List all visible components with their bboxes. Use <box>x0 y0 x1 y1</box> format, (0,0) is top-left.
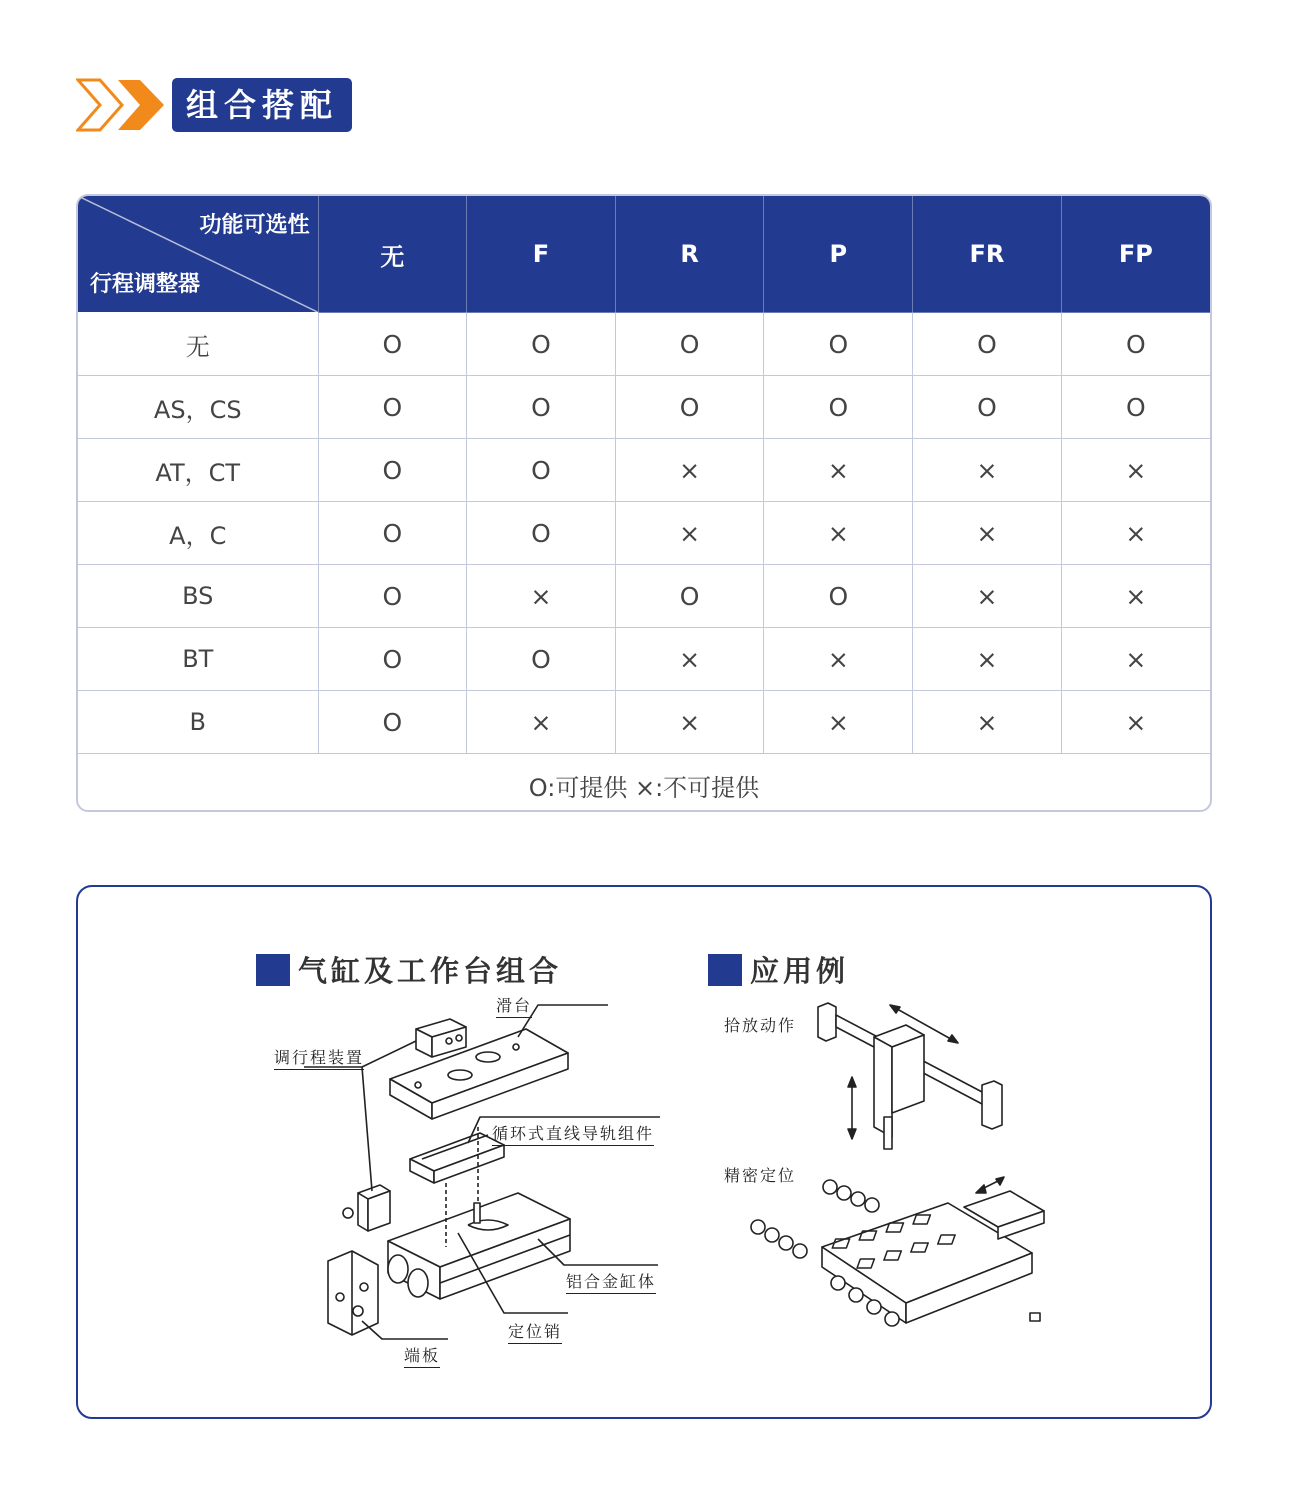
label-guide-rail: 循环式直线导轨组件 <box>492 1121 654 1146</box>
availability-cell: × <box>764 691 913 754</box>
availability-cell: O <box>467 439 616 502</box>
row-header: B <box>78 691 318 754</box>
row-header: BS <box>78 565 318 628</box>
availability-cell: O <box>1061 313 1210 376</box>
availability-cell: O <box>318 565 467 628</box>
row-header: AS，CS <box>78 376 318 439</box>
square-bullet-icon <box>708 954 742 986</box>
table-row <box>78 691 1210 754</box>
availability-cell: × <box>1061 565 1210 628</box>
availability-cell: × <box>913 691 1062 754</box>
availability-cell: × <box>1061 691 1210 754</box>
availability-cell: × <box>764 628 913 691</box>
right-panel-title: 应用例 <box>750 954 850 988</box>
column-header: R <box>615 196 764 313</box>
right-panel-heading <box>708 949 849 990</box>
corner-bottom-label: 行程调整器 <box>90 272 201 297</box>
label-pick-place: 拾放动作 <box>724 1016 797 1035</box>
availability-cell: O <box>318 376 467 439</box>
availability-cell: O <box>1061 376 1210 439</box>
availability-cell: O <box>318 313 467 376</box>
corner-header <box>78 196 318 313</box>
left-panel-heading <box>256 949 562 990</box>
availability-cell: × <box>467 691 616 754</box>
row-header: 无 <box>78 313 318 376</box>
availability-cell: × <box>913 628 1062 691</box>
availability-cell: O <box>318 439 467 502</box>
availability-cell: × <box>1061 628 1210 691</box>
label-end-plate: 端板 <box>404 1343 440 1368</box>
table-row <box>78 313 1210 376</box>
table-row <box>78 439 1210 502</box>
availability-cell: O <box>764 565 913 628</box>
section-title: 组合搭配 <box>172 78 352 132</box>
row-header: BT <box>78 628 318 691</box>
availability-cell: × <box>913 565 1062 628</box>
availability-cell: × <box>764 439 913 502</box>
square-bullet-icon <box>256 954 290 986</box>
availability-cell: × <box>764 502 913 565</box>
legend-text: O:可提供 ×:不可提供 <box>78 754 1210 813</box>
left-panel-title: 气缸及工作台组合 <box>298 954 563 988</box>
table-row <box>78 565 1210 628</box>
label-precise-position: 精密定位 <box>724 1166 797 1185</box>
availability-cell: × <box>615 502 764 565</box>
availability-cell: O <box>318 691 467 754</box>
label-locating-pin: 定位销 <box>508 1319 562 1344</box>
label-slide: 滑台 <box>496 993 532 1018</box>
precise-position-drawing <box>748 1183 1068 1363</box>
column-header: 无 <box>318 196 467 313</box>
illustration-panel <box>76 885 1212 1419</box>
availability-cell: O <box>467 376 616 439</box>
label-stroke-adjuster: 调行程装置 <box>274 1045 364 1070</box>
table-header-row <box>78 196 1210 313</box>
table-row <box>78 628 1210 691</box>
table-row <box>78 502 1210 565</box>
row-header: AT，CT <box>78 439 318 502</box>
availability-cell: × <box>615 628 764 691</box>
section-header <box>76 78 352 132</box>
availability-cell: O <box>764 313 913 376</box>
row-header: A，C <box>78 502 318 565</box>
availability-cell: O <box>913 313 1062 376</box>
availability-cell: O <box>467 313 616 376</box>
availability-cell: × <box>913 439 1062 502</box>
availability-cell: × <box>1061 439 1210 502</box>
availability-cell: × <box>615 691 764 754</box>
availability-cell: × <box>1061 502 1210 565</box>
availability-cell: × <box>467 565 616 628</box>
column-header: FP <box>1061 196 1210 313</box>
availability-cell: O <box>764 376 913 439</box>
table-row <box>78 376 1210 439</box>
cylinder-table-exploded-drawing <box>318 1007 698 1367</box>
pick-place-drawing <box>818 997 1018 1157</box>
availability-cell: × <box>615 439 764 502</box>
availability-cell: O <box>615 376 764 439</box>
availability-cell: O <box>318 502 467 565</box>
availability-cell: O <box>913 376 1062 439</box>
corner-top-label: 功能可选性 <box>199 213 310 238</box>
availability-cell: O <box>615 313 764 376</box>
combination-table <box>76 194 1212 812</box>
column-header: P <box>764 196 913 313</box>
legend-row <box>78 754 1210 813</box>
availability-cell: O <box>615 565 764 628</box>
availability-cell: O <box>467 628 616 691</box>
column-header: F <box>467 196 616 313</box>
label-cylinder-body: 铝合金缸体 <box>566 1269 656 1294</box>
availability-cell: × <box>913 502 1062 565</box>
double-chevron-icon <box>76 78 168 132</box>
availability-cell: O <box>467 502 616 565</box>
availability-cell: O <box>318 628 467 691</box>
column-header: FR <box>913 196 1062 313</box>
